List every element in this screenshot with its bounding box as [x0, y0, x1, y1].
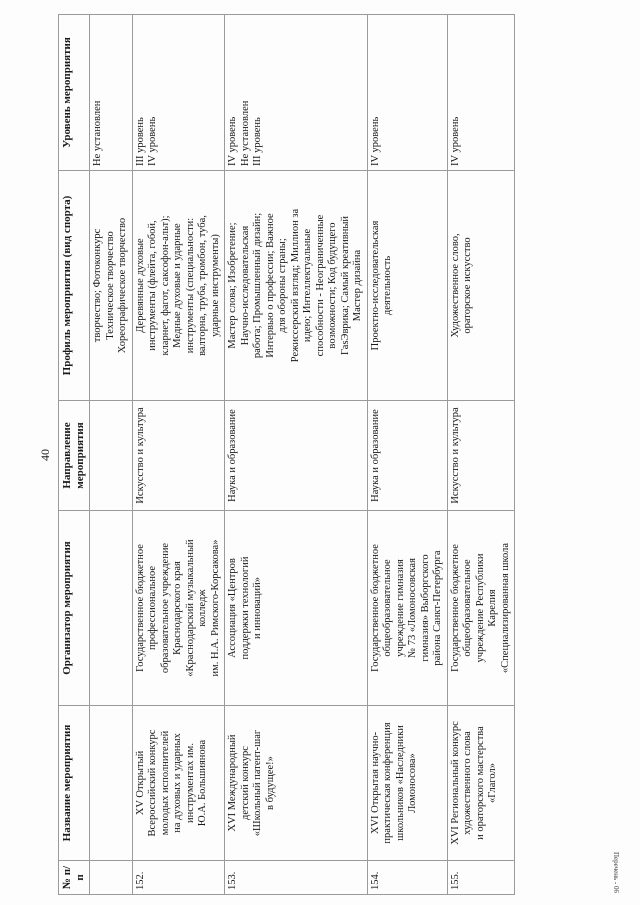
organizer-line: № 73 «Ломоносовская — [407, 558, 418, 658]
level-line: IV уровень — [147, 116, 158, 166]
event-line: XV Открытый — [134, 750, 146, 816]
profile-line: Мастер слова; Изобретение; — [227, 222, 238, 349]
table-row — [225, 15, 368, 895]
organizer-cell — [132, 511, 225, 706]
event-line: «Глагол» — [487, 762, 498, 804]
organizer-line: Государственное бюджетное — [449, 544, 461, 672]
event-name-cell — [447, 706, 515, 861]
profile-line: ударные инструменты) — [209, 234, 221, 337]
event-line: «Школьный патент-шаг — [252, 729, 263, 837]
header-direction: Направление мероприятия — [59, 401, 90, 511]
footer-note: Перечень - 06 — [612, 852, 620, 893]
organizer-line: учреждение Республики — [474, 553, 486, 663]
profile-line: способности - Неограниченные — [314, 214, 326, 357]
table-row — [90, 15, 133, 895]
direction-cell: Наука и образование — [225, 401, 368, 511]
event-line: в будущее!» — [264, 756, 276, 810]
level-cell — [90, 15, 133, 171]
events-table — [58, 14, 515, 895]
profile-line: кларнет, фагот, саксофон-альт); — [159, 215, 171, 356]
level-line: Не установлен — [92, 100, 103, 166]
table-row — [367, 15, 447, 895]
organizer-line: Государственное бюджетное — [369, 544, 381, 672]
profile-line: Мастер дизайна — [352, 249, 363, 322]
row-number: 152. — [132, 861, 225, 895]
direction-cell: Наука и образование — [367, 401, 447, 511]
profile-line: Научно-исследовательская — [239, 225, 251, 346]
level-line: IV уровень — [449, 116, 461, 166]
profile-line: Интервью о профессии; Важное — [264, 213, 276, 358]
organizer-cell — [367, 511, 447, 706]
row-number: 155. — [447, 861, 515, 895]
header-organizer: Организатор мероприятия — [59, 511, 90, 706]
table-row — [132, 15, 225, 895]
event-name-cell — [132, 706, 225, 861]
organizer-line: поддержки технологий — [239, 556, 251, 660]
event-line: Всероссийский конкурс — [147, 729, 158, 837]
profile-line: ГаsЭврика; Самый креативный — [339, 215, 351, 356]
profile-cell — [132, 171, 225, 401]
level-cell — [447, 15, 515, 171]
row-number: 153. — [225, 861, 368, 895]
organizer-cell — [225, 511, 368, 706]
profile-line: Режиссерский взгляд; Миллион за — [289, 208, 301, 363]
table-header-row — [59, 15, 90, 895]
event-line: школьников «Наследники — [394, 725, 406, 841]
profile-line: Хореографическое творчество — [117, 217, 128, 354]
organizer-line: Ассоциация «Центров — [227, 558, 238, 658]
profile-line: творчество; Фотоконкурс — [92, 228, 103, 343]
organizer-line: им. Н.А. Римского-Корсакова» — [209, 539, 221, 677]
header-level: Уровень мероприятия — [59, 15, 90, 171]
event-line: практическая конференция — [382, 722, 393, 844]
organizer-line: образовательное учреждение — [159, 542, 171, 674]
profile-line: ораторское искусство — [462, 237, 473, 334]
event-line: инструментах им. — [184, 743, 196, 823]
organizer-line: профессиональное — [147, 565, 158, 651]
event-line: Ломоносова» — [407, 753, 418, 813]
profile-line: Деревянные духовые — [134, 238, 146, 333]
profile-line: Техническое творчество — [104, 231, 116, 340]
organizer-line: «Краснодарский музыкальный — [184, 539, 196, 677]
organizer-cell — [447, 511, 515, 706]
organizer-line: «Специализированная школа — [499, 542, 511, 674]
profile-line: Проектно-исследовательская — [369, 220, 381, 351]
level-cell — [367, 15, 447, 171]
profile-line: валторна, труба, тромбон, туба, — [197, 215, 208, 356]
level-cell — [132, 15, 225, 171]
header-profile: Профиль мероприятия (вид спорта) — [59, 171, 90, 401]
header-event-name: Название мероприятия — [59, 706, 90, 861]
profile-line: идею; Интеллектуальные — [302, 228, 313, 343]
event-line: молодых исполнителей — [159, 730, 171, 836]
table-row — [447, 15, 515, 895]
event-line: художественного слова — [462, 731, 473, 835]
organizer-line: общеобразовательное — [382, 559, 393, 657]
event-line: XVI Международный — [227, 734, 238, 832]
profile-cell — [90, 171, 133, 401]
profile-line: Художественное слово, — [449, 233, 461, 338]
level-line: III уровень — [252, 117, 263, 166]
level-line: IV уровень — [369, 116, 381, 166]
organizer-line: колледж — [197, 589, 208, 627]
level-line: III уровень — [134, 117, 146, 166]
event-line: детский конкурс — [239, 746, 251, 820]
event-line: на духовых и ударных — [172, 733, 183, 833]
profile-line: Медные духовые и ударные — [172, 223, 183, 348]
header-number: № п/п — [59, 861, 90, 895]
profile-cell — [225, 171, 368, 401]
organizer-line: Краснодарского края — [172, 561, 183, 655]
profile-line: деятельность — [382, 255, 393, 316]
profile-line: инструменты (специальности: — [184, 217, 196, 354]
level-line: IV уровень — [227, 116, 238, 166]
organizer-line: района Санкт-Петербурга — [432, 550, 443, 666]
event-line: XVI Открытая научно- — [369, 731, 381, 835]
event-line: Ю.А. Большиянова — [197, 739, 208, 827]
profile-line: инструменты (флейта, гобой, — [147, 220, 158, 351]
row-number: 154. — [367, 861, 447, 895]
organizer-line: гимназия» Выборгского — [419, 554, 431, 662]
organizer-line: Государственное бюджетное — [134, 544, 146, 672]
direction-cell: Искусство и культура — [132, 401, 225, 511]
profile-line: возможности; Код будущего — [327, 222, 338, 349]
profile-cell — [367, 171, 447, 401]
profile-line: для обороны страны; — [277, 238, 288, 333]
profile-cell — [447, 171, 515, 401]
profile-line: работа; Промышленный дизайн; — [252, 212, 263, 359]
page-number: 40 — [38, 449, 52, 461]
event-line: XVI Региональный конкурс — [449, 721, 461, 845]
event-name-cell — [225, 706, 368, 861]
event-line: и ораторского мастерства — [474, 726, 486, 840]
event-name-cell — [367, 706, 447, 861]
organizer-line: учреждение гимназия — [394, 559, 406, 657]
organizer-line: общеобразовательное — [462, 559, 473, 657]
direction-cell: Искусство и культура — [447, 401, 515, 511]
level-cell — [225, 15, 368, 171]
level-line: Не установлен — [239, 100, 251, 166]
organizer-line: и инноваций» — [252, 577, 263, 639]
organizer-line: Карелия — [487, 589, 498, 627]
